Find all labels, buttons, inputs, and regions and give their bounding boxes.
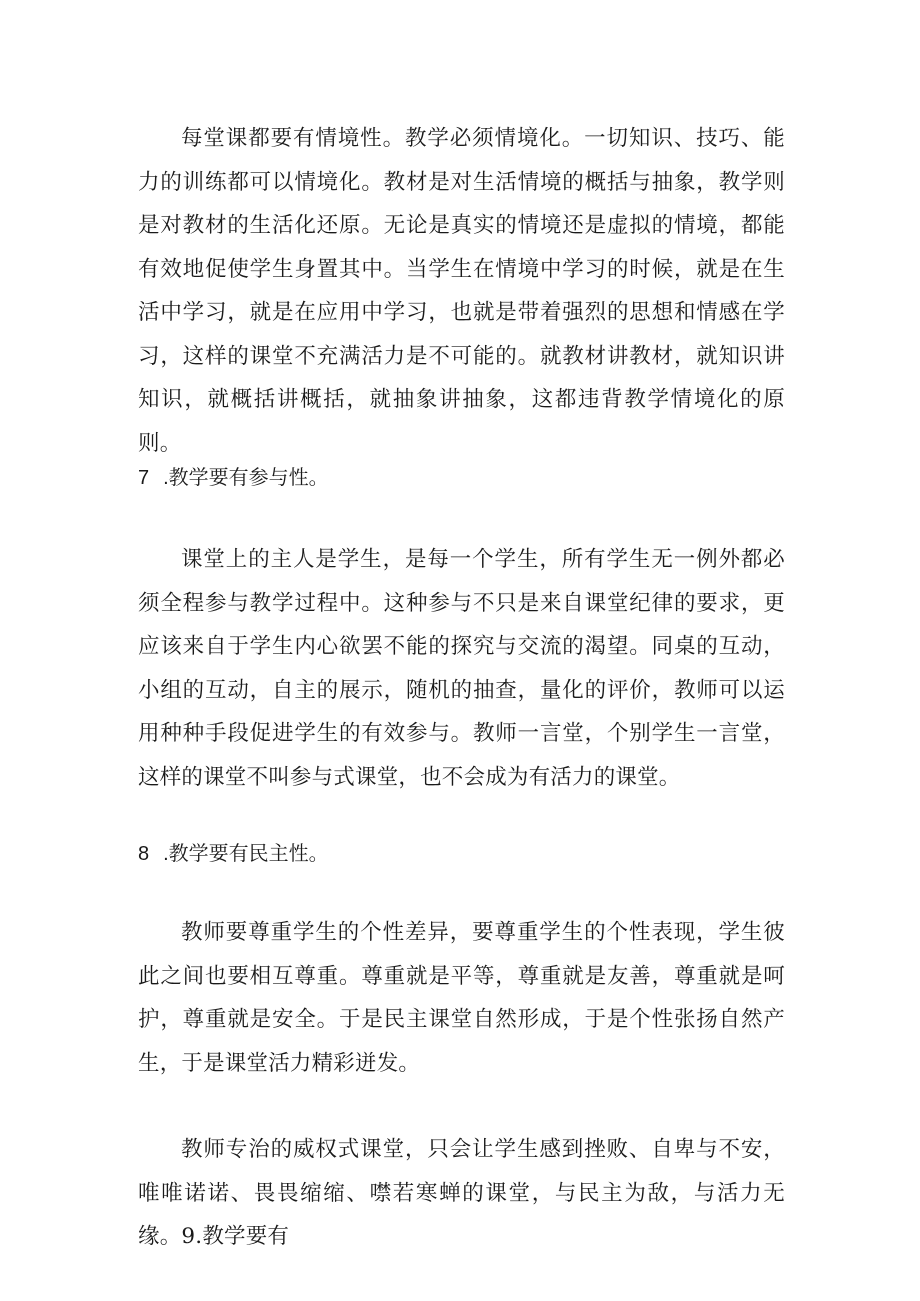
- section-heading-7: [138, 463, 329, 493]
- paragraph-democracy: 教师要尊重学生的个性差异，要尊重学生的个性表现，学生彼此之间也要相互尊重。尊重就是平等，尊重就是友善，尊重就是呵护，尊重就是安全。于是民主课堂自然形成，于是个性张扬自然产生，于是课堂活力精彩迸发。: [138, 920, 785, 1076]
- section-heading-8: [138, 839, 329, 869]
- paragraph-situational-teaching: 每堂课都要有情境性。教学必须情境化。一切知识、技巧、能力的训练都可以情境化。教材是对生活情境的概括与抽象，教学则是对教材的生活化还原。无论是真实的情境还是虚拟的情境，都能有效地促使学生身置其中。当学生在情境中学习的时候，就是在生活中学习，就是在应用中学习，也就是带着强烈的思想和情感在学习，这样的课堂不充满活力是不可能的。就教材讲教材，就知识讲知识，就概括讲概括，就抽象讲抽象，这都违背教学情境化的原则。: [138, 126, 785, 456]
- section-number: 8: [138, 843, 150, 865]
- section-title: .教学要有参与性。: [163, 467, 329, 489]
- section-title: .教学要有民主性。: [163, 843, 329, 865]
- paragraph-participation: 课堂上的主人是学生，是每一个学生，所有学生无一例外都必须全程参与教学过程中。这种参与不只是来自课堂纪律的要求，更应该来自于学生内心欲罢不能的探究与交流的渴望。同桌的互动，小组的互动，自主的展示，随机的抽查，量化的评价，教师可以运用种种手段促进学生的有效参与。教师一言堂，个别学生一言堂，这样的课堂不叫参与式课堂，也不会成为有活力的课堂。: [138, 547, 785, 790]
- section-number: 7: [138, 467, 150, 489]
- paragraph-authoritarian-classroom: 教师专治的威权式课堂，只会让学生感到挫败、自卑与不安，唯唯诺诺、畏畏缩缩、噤若寒蝉的课堂，与民主为敌，与活力无缘。9.教学要有: [138, 1137, 785, 1249]
